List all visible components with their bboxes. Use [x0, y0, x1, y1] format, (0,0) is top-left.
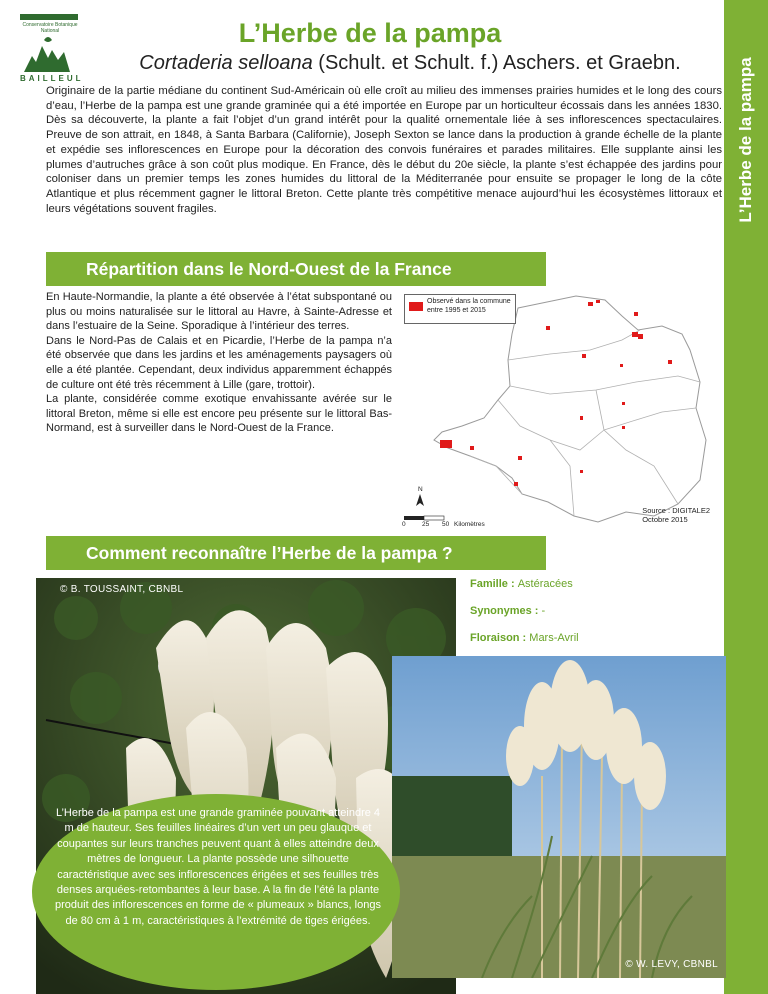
observation-point: [580, 470, 583, 473]
pampas-sky-illustration: [392, 656, 726, 978]
section-repartition-header: Répartition dans le Nord-Ouest de la France: [46, 252, 546, 286]
map-legend: [404, 294, 516, 324]
latin-authority: (Schult. et Schult. f.) Aschers. et Graebn.: [312, 52, 681, 74]
fact-value: Mars-Avril: [529, 632, 579, 644]
scale-50: 50: [442, 521, 450, 528]
map-scale: [402, 488, 502, 528]
side-title: L’Herbe de la pampa: [736, 57, 755, 223]
fact-label: Floraison :: [470, 632, 530, 644]
observation-point: [546, 326, 550, 330]
observation-point: [582, 354, 586, 358]
fact-flowering: [470, 632, 720, 644]
scale-unit: Kilomètres: [454, 521, 485, 528]
repartition-paragraph: La plante, considérée comme exotique envahissante avérée sur le littoral Breton, même si elle est encore peu présente sur le littoral Bas-Normand, est à surveiller dans le Nord-Ouest de la France.: [46, 393, 392, 435]
photo-credit-left: © B. TOUSSAINT, CBNBL: [60, 584, 184, 595]
logo-top-text: Conservatoire Botanique National: [22, 22, 78, 34]
source-line-2: Octobre 2015: [642, 515, 688, 524]
distribution-map: [400, 290, 720, 530]
observation-point: [632, 332, 638, 337]
observation-point: [596, 300, 600, 303]
fact-synonyms: [470, 605, 720, 617]
observation-point: [622, 426, 625, 429]
legend-line-1: Observé dans la commune: [427, 298, 511, 305]
observation-point: [588, 302, 593, 306]
latin-name: Cortaderia selloana: [139, 52, 313, 74]
observation-point: [620, 364, 623, 367]
observation-point: [622, 402, 625, 405]
intro-paragraph: Originaire de la partie médiane du continent Sud-Américain où elle croît au milieu des immenses prairies humides et le long des cours d’eau, l’Herbe de la pampa est une grande graminée qui a été importée en Europe par un horticulteur écossais dans les années 1830. Dès sa découverte, la plante a fait l’objet d’un grand intérêt pour la qualité ornementale liée à ses inflorescences spectaculaires. Preuve de son attrait, en 1848, à Santa Barbara (Californie), Joseph Sexton se lance dans la production à grande échelle de la plante et expédie ses inflorescences en Europe pour la décoration des convois funéraires et parades militaires. Elle supplante ainsi les plumes d’autruches grâce à son coût plus modique. En France, dès le début du 20e siècle, la plante s’est échappée des jardins pour coloniser dans un premier temps les zones humides du littoral de la Méditerranée pour ensuite se propager le long de la côte Atlantique et plus récemment gagner le littoral Breton. Cette plante très compétitive menace aujourd’hui les écosystèmes littoraux et leurs végétations souvent fragiles.: [46, 85, 722, 215]
observation-point: [634, 312, 638, 316]
fact-label: Synonymes :: [470, 605, 542, 617]
fact-label: Famille :: [470, 578, 518, 590]
pampas-photo-right: [392, 656, 726, 978]
observation-point: [470, 446, 474, 450]
observation-point: [440, 440, 452, 448]
species-facts: [470, 578, 720, 659]
observation-point: [580, 416, 583, 420]
observation-point: [668, 360, 672, 364]
side-band: [724, 0, 768, 994]
legend-line-2: entre 1995 et 2015: [427, 307, 486, 314]
fact-value: Astéracées: [517, 578, 573, 590]
fact-family: [470, 578, 720, 590]
latin-name-line: [100, 52, 720, 75]
page-title: L’Herbe de la pampa: [238, 18, 502, 48]
repartition-text: [46, 290, 392, 436]
north-label: N: [418, 486, 423, 493]
scale-0: 0: [402, 521, 406, 528]
map-source: [642, 506, 710, 524]
photo-credit-right: © W. LEVY, CBNBL: [625, 959, 718, 970]
north-arrow-icon: [402, 488, 502, 528]
legend-swatch: [409, 302, 423, 311]
repartition-paragraph: En Haute-Normandie, la plante a été observée à l’état subspontané ou plus ou moins naturalisée sur le littoral au Havre, à Sainte-Adresse et dans l’estuaire de la Seine. Sporadique à l’intérieur des terres.: [46, 291, 392, 333]
fact-value: -: [541, 605, 546, 617]
observation-point: [514, 482, 518, 486]
source-line-1: Source : DIGITALE2: [642, 506, 710, 515]
observation-point: [638, 334, 643, 339]
section-recognition-header: Comment reconnaître l’Herbe de la pampa ?: [46, 536, 546, 570]
logo-word: BAILLEUL: [20, 74, 84, 83]
repartition-paragraph: Dans le Nord-Pas de Calais et en Picardie, l’Herbe de la pampa n’a été observée que dans les jardins et les aménagements paysagers où elle a été plantée. Cependant, deux individus apparemment échappés de culture ont été très récemment à Lille (gare, trottoir).: [46, 334, 392, 391]
observation-point: [518, 456, 522, 460]
description-text: L’Herbe de la pampa est une grande graminée pouvant atteindre 4 m de hauteur. Ses feuilles linéaires d’un vert un peu glauque et coupantes sur leurs tranches peuvent quant à elles atteindre deux mètres de longueur. La plante possède une silhouette caractéristique avec ses inflorescences érigées et ses feuilles très denses arquées-retombantes à leur base. A la fin de l’été la plante produit des inflorescences en forme de « plumeaux » blancs, longs de 80 cm à 1 m, caractéristiques à l’extrémité de tiges érigées.: [55, 807, 381, 927]
scale-25: 25: [422, 521, 430, 528]
